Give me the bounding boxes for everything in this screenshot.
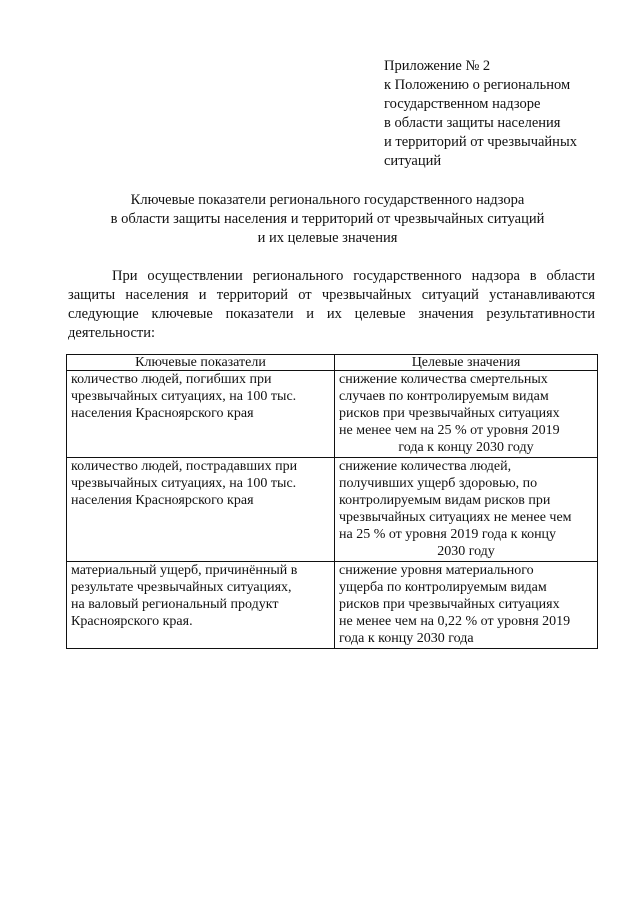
appendix-line: государственном надзоре — [384, 96, 541, 112]
cell-line: ущерба по контролируемым видам — [339, 580, 547, 595]
appendix-line: в области защиты населения — [384, 115, 561, 131]
column-header-indicators: Ключевые показатели — [67, 355, 335, 371]
table-header-row — [67, 355, 598, 371]
cell-line: чрезвычайных ситуациях, на 100 тыс. — [71, 476, 297, 491]
cell-line: материальный ущерб, причинённый в — [71, 563, 298, 578]
intro-line: При осуществлении регионального государственного надзора в области — [112, 268, 595, 284]
target-cell — [335, 371, 598, 458]
cell-line: года к концу 2030 года — [339, 631, 474, 646]
cell-line: не менее чем на 0,22 % от уровня 2019 — [339, 614, 571, 629]
cell-line: года к концу 2030 году — [398, 440, 534, 455]
indicator-cell — [67, 458, 335, 562]
cell-line: результате чрезвычайных ситуациях, — [71, 580, 292, 595]
appendix-line: и территорий от чрезвычайных — [384, 134, 577, 150]
cell-line: населения Красноярского края — [71, 493, 254, 508]
cell-line: 2030 году — [437, 544, 495, 559]
target-cell — [335, 458, 598, 562]
document-title — [60, 191, 595, 248]
table-row — [67, 371, 598, 458]
appendix-line: ситуаций — [384, 153, 442, 169]
cell-line: не менее чем на 25 % от уровня 2019 — [339, 423, 560, 438]
column-header-targets: Целевые значения — [335, 355, 598, 371]
cell-line: рисков при чрезвычайных ситуациях — [339, 597, 560, 612]
title-line: Ключевые показатели регионального государственного надзора — [130, 192, 525, 208]
intro-line: защиты населения и территорий от чрезвычайных ситуаций устанавливаются — [68, 287, 595, 303]
cell-line: на 25 % от уровня 2019 года к концу — [339, 527, 557, 542]
intro-line: следующие ключевые показатели и их целевые значения результативности — [68, 306, 595, 322]
cell-line: на валовый региональный продукт — [71, 597, 279, 612]
cell-line: снижение количества людей, — [339, 459, 512, 474]
cell-line: чрезвычайных ситуациях, на 100 тыс. — [71, 389, 297, 404]
intro-line: деятельности: — [68, 325, 156, 341]
indicator-cell — [67, 371, 335, 458]
intro-paragraph — [68, 267, 595, 343]
cell-line: количество людей, погибших при — [71, 372, 272, 387]
indicators-table — [66, 354, 598, 649]
title-line: в области защиты населения и территорий от чрезвычайных ситуаций — [110, 211, 545, 227]
cell-line: населения Красноярского края — [71, 406, 254, 421]
cell-line: Красноярского края. — [71, 614, 193, 629]
indicator-cell — [67, 562, 335, 649]
cell-line: получивших ущерб здоровью, по — [339, 476, 538, 491]
cell-line: снижение уровня материального — [339, 563, 534, 578]
appendix-header — [384, 57, 614, 171]
cell-line: рисков при чрезвычайных ситуациях — [339, 406, 560, 421]
appendix-line: к Положению о региональном — [384, 77, 571, 93]
cell-line: случаев по контролируемым видам — [339, 389, 549, 404]
appendix-line: Приложение № 2 — [384, 58, 491, 74]
cell-line: количество людей, пострадавших при — [71, 459, 298, 474]
cell-line: чрезвычайных ситуациях не менее чем — [339, 510, 572, 525]
title-line: и их целевые значения — [257, 230, 398, 246]
table-row — [67, 458, 598, 562]
cell-line: снижение количества смертельных — [339, 372, 548, 387]
target-cell — [335, 562, 598, 649]
table-row — [67, 562, 598, 649]
cell-line: контролируемым видам рисков при — [339, 493, 551, 508]
